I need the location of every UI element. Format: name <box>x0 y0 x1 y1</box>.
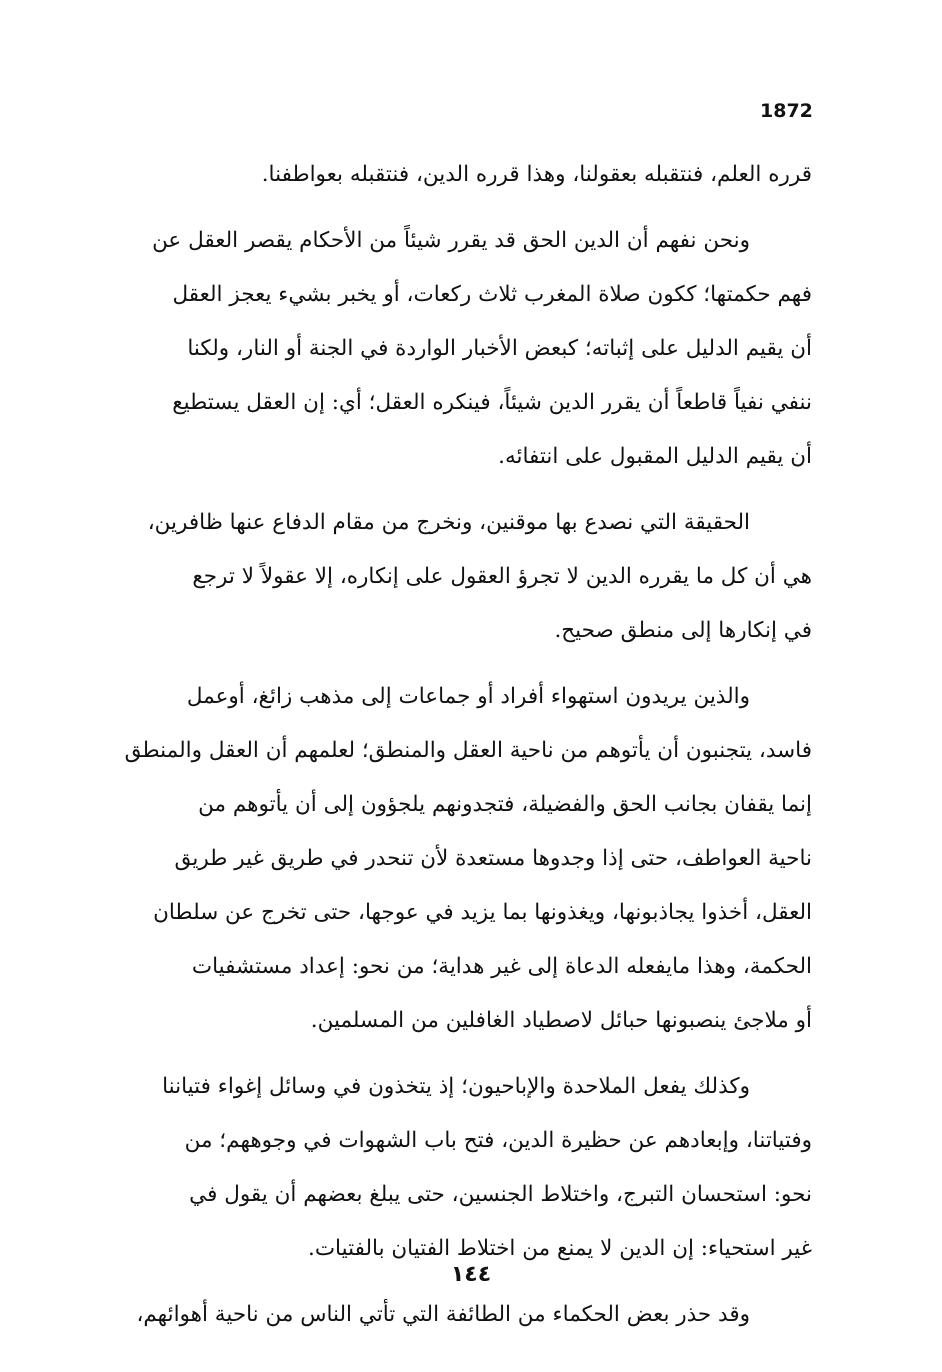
text-line: وقد حذر بعض الحكماء من الطائفة التي تأتي الناس من ناحية أهوائهم، <box>136 1302 750 1327</box>
text-line: هي أن كل ما يقرره الدين لا تجرؤ العقول على إنكاره، إلا عقولاً لا ترجع <box>192 564 812 589</box>
text-line: الحكمة، وهذا مايفعله الدعاة إلى غير هداية؛ من نحو: إعداد مستشفيات <box>191 954 812 979</box>
text-line: الحقيقة التي نصدع بها موقنين، ونخرج من مقام الدفاع عنها ظافرين، <box>147 510 750 535</box>
text-line: وكذلك يفعل الملاحدة والإباحيون؛ إذ يتخذون في وسائل إغواء فتياننا <box>162 1074 750 1099</box>
text-line: في إنكارها إلى منطق صحيح. <box>554 618 812 643</box>
page-number: ١٤٤ <box>450 1262 492 1287</box>
document-id: 1872 <box>760 100 813 122</box>
text-line: غير استحياء: إن الدين لا يمنع من اختلاط الفتيان بالفتيات. <box>307 1236 812 1261</box>
text-line: أن يقيم الدليل المقبول على انتفائه. <box>498 444 812 469</box>
text-line: أو ملاجئ ينصبونها حبائل لاصطياد الغافلين من المسلمين. <box>310 1008 812 1033</box>
text-line: قرره العلم، فنتقبله بعقولنا، وهذا قرره الدين، فنتقبله بعواطفنا. <box>261 162 812 187</box>
text-line: نحو: استحسان التبرج، واختلاط الجنسين، حتى يبلغ بعضهم أن يقول في <box>189 1182 812 1207</box>
text-line: ننفي نفياً قاطعاً أن يقرر الدين شيئاً، فينكره العقل؛ أي: إن العقل يستطيع <box>172 390 812 415</box>
body-text <box>104 148 812 1342</box>
text-line: فهم حكمتها؛ ككون صلاة المغرب ثلاث ركعات، أو يخبر بشيء يعجز العقل <box>172 282 812 307</box>
text-line: ونحن نفهم أن الدين الحق قد يقرر شيئاً من الأحكام يقصر العقل عن <box>152 228 750 253</box>
text-line: ناحية العواطف، حتى إذا وجدوها مستعدة لأن تنحدر في طريق غير طريق <box>174 846 812 871</box>
text-line: أن يقيم الدليل على إثباته؛ كبعض الأخبار الواردة في الجنة أو النار، ولكنا <box>187 336 812 361</box>
text-line: والذين يريدون استهواء أفراد أو جماعات إلى مذهب زائغ، أوعمل <box>186 684 750 709</box>
text-line: وفتياتنا، وإبعادهم عن حظيرة الدين، فتح باب الشهوات في وجوههم؛ من <box>184 1128 812 1153</box>
text-line: فاسد، يتجنبون أن يأتوهم من ناحية العقل والمنطق؛ لعلمهم أن العقل والمنطق <box>124 738 812 763</box>
text-line: العقل، أخذوا يجاذبونها، ويغذونها بما يزيد في عوجها، حتى تخرج عن سلطان <box>153 900 812 925</box>
text-line: إنما يقفان بجانب الحق والفضيلة، فتجدونهم يلجؤون إلى أن يأتوهم من <box>198 792 812 817</box>
